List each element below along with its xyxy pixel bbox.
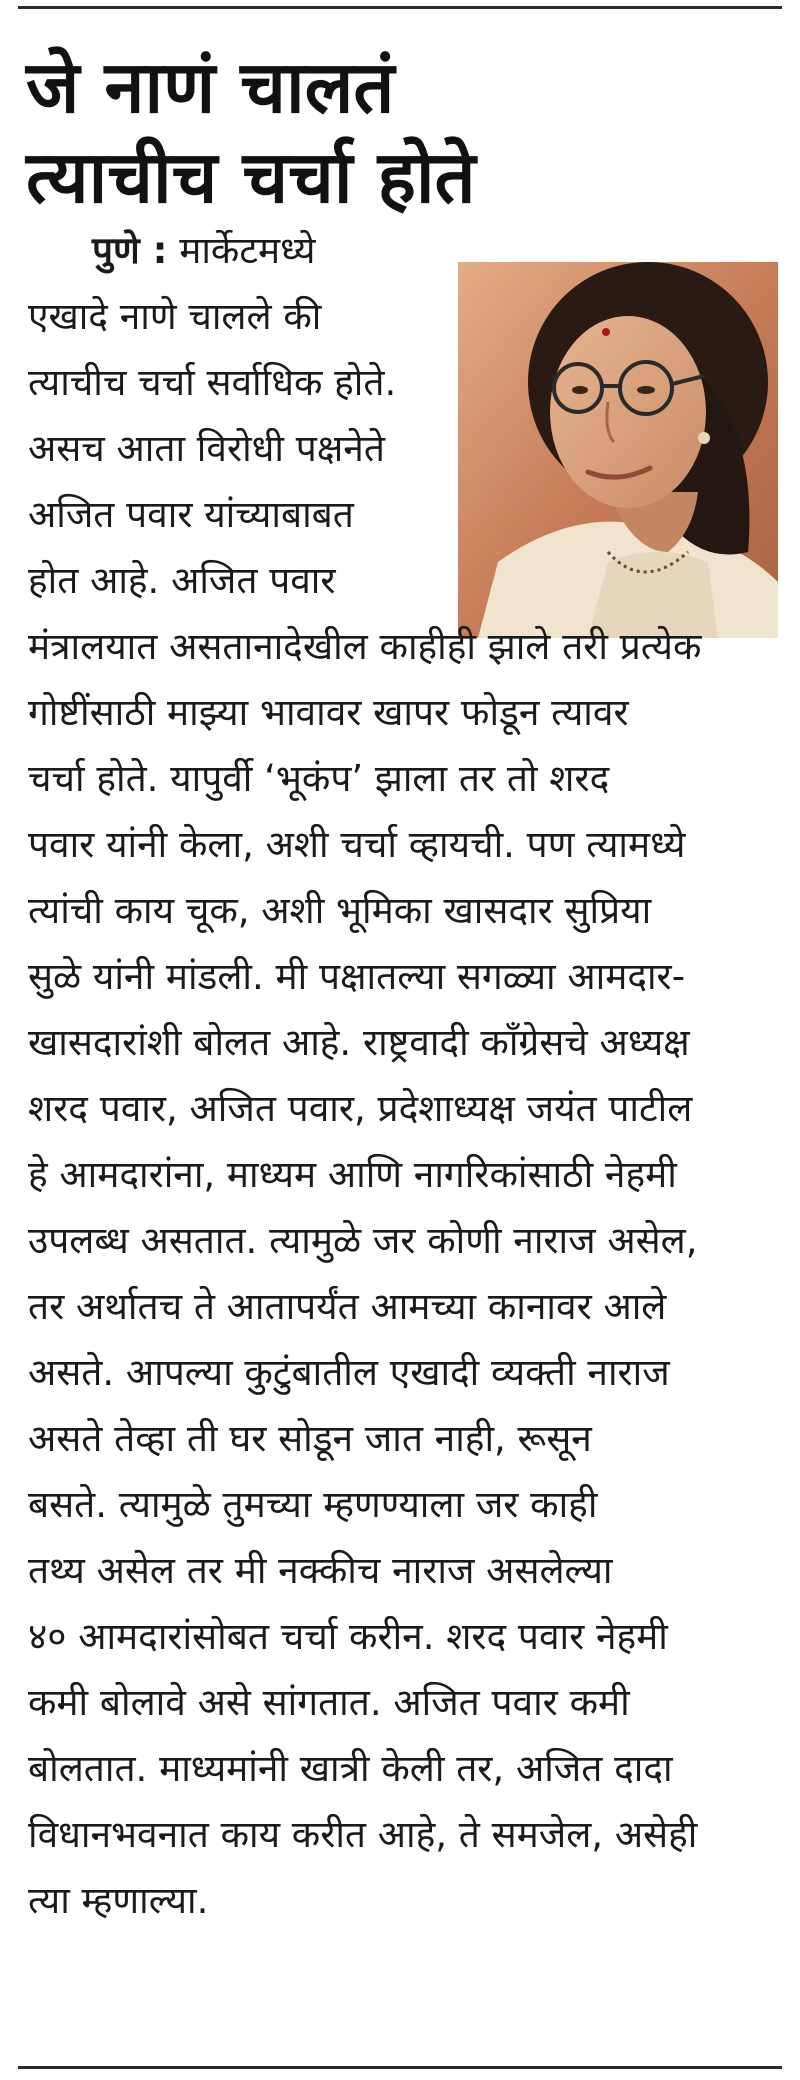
text-line: असते तेव्हा ती घर सोडून जात नाही, रूसून [28,1417,592,1460]
text-line: अजित पवार यांच्याबाबत [28,493,354,536]
text-line: मंत्रालयात असतानादेखील काहीही झाले तरी प्रत्येक [28,625,702,668]
top-rule [18,6,782,9]
text-line: एखादे नाणे चालले की [28,295,322,338]
text-line: त्याचीच चर्चा सर्वाधिक होते. [28,361,397,404]
text-line: सुळे यांनी मांडली. मी पक्षातल्या सगळ्या आमदार- [28,955,686,998]
text-line: तर अर्थातच ते आतापर्यंत आमच्या कानावर आले [28,1285,667,1328]
text-line: खासदारांशी बोलत आहे. राष्ट्रवादी काँग्रेसचे अध्यक्ष [28,1021,690,1064]
text-line: बोलतात. माध्यमांनी खात्री केली तर, अजित दादा [28,1747,673,1790]
dateline: पुणे : [92,229,168,272]
article-body-full [28,614,772,1934]
headline-line-1: जे नाणं चालतं [26,45,395,129]
article-body-narrow [28,218,448,614]
text-line: असच आता विरोधी पक्षनेते [28,427,385,470]
text-line: विधानभवनात काय करीत आहे, ते समजेल, असेही [28,1813,698,1856]
text-line: उपलब्ध असतात. त्यामुळे जर कोणी नाराज असेल, [28,1219,698,1262]
portrait-photo [458,262,778,638]
headline [26,42,766,222]
text-line: त्यांची काय चूक, अशी भूमिका खासदार सुप्रिया [28,889,652,932]
text-line: होत आहे. अजित पवार [28,559,336,602]
text-line: तथ्य असेल तर मी नक्कीच नाराज असलेल्या [28,1549,613,1592]
headline-line-2: त्याचीच चर्चा होते [26,135,476,219]
text-line: त्या म्हणाल्या. [28,1879,209,1922]
text-line: हे आमदारांना, माध्यम आणि नागरिकांसाठी नेहमी [28,1153,677,1196]
text-line: बसते. त्यामुळे तुमच्या म्हणण्याला जर काही [28,1483,598,1526]
text-line: पुणे : मार्केटमध्ये [92,229,316,272]
text-line: असते. आपल्या कुटुंबातील एखादी व्यक्ती नाराज [28,1351,670,1394]
text-line: गोष्टींसाठी माझ्या भावावर खापर फोडून त्यावर [28,691,629,734]
text-line: पवार यांनी केला, अशी चर्चा व्हायची. पण त्यामध्ये [28,823,686,866]
text-line: चर्चा होते. यापुर्वी ‘भूकंप’ झाला तर तो शरद [28,757,610,800]
text-line: ४० आमदारांसोबत चर्चा करीन. शरद पवार नेहमी [28,1615,668,1658]
text-line: शरद पवार, अजित पवार, प्रदेशाध्यक्ष जयंत पाटील [28,1087,693,1130]
text-line: कमी बोलावे असे सांगतात. अजित पवार कमी [28,1681,630,1724]
bottom-rule [18,2066,782,2069]
